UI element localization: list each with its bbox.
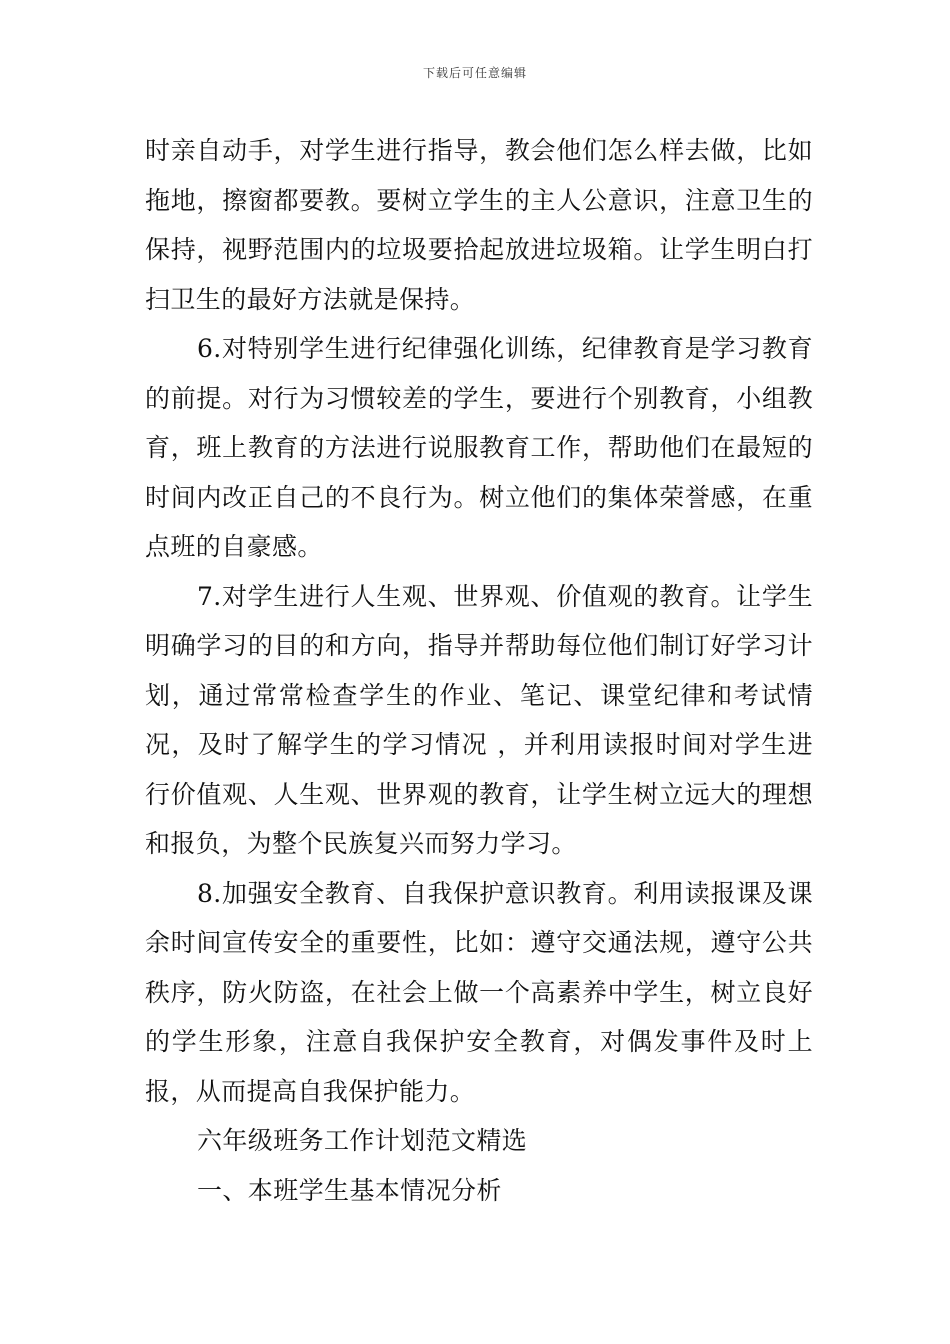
paragraph-continuation: 时亲自动手，对学生进行指导，教会他们怎么样去做，比如拖地，擦窗都要教。要树立学生的主人公意识，注意卫生的保持，视野范围内的垃圾要拾起放进垃圾箱。让学生明白打扫卫生的最好方法就是保持。 xyxy=(145,136,813,314)
paragraph-item-8: 8.加强安全教育、自我保护意识教育。利用读报课及课余时间宣传安全的重要性，比如：遵守交通法规，遵守公共秩序，防火防盗，在社会上做一个高素养中学生，树立良好的学生形象，注意自我保护安全教育，对偶发事件及时上报，从而提高自我保护能力。 xyxy=(145,878,813,1106)
document-body xyxy=(145,126,813,1215)
section-title: 六年级班务工作计划范文精选 xyxy=(197,1126,528,1155)
section-heading-1: 一、本班学生基本情况分析 xyxy=(197,1175,502,1205)
paragraph-item-6: 6.对特别学生进行纪律强化训练，纪律教育是学习教育的前提。对行为习惯较差的学生，要进行个别教育，小组教育，班上教育的方法进行说服教育工作，帮助他们在最短的时间内改正自己的不良行为。树立他们的集体荣誉感，在重点班的自豪感。 xyxy=(145,334,813,561)
paragraph-item-7: 7.对学生进行人生观、世界观、价值观的教育。让学生明确学习的目的和方向，指导并帮助每位他们制订好学习计划，通过常常检查学生的作业、笔记、课堂纪律和考试情况，及时了解学生的学习情况 ，并利用读报时间对学生进行价值观、人生观、世界观的教育，让学生树立远大的理想和报负，为整个民族复兴而努力学习。 xyxy=(145,581,813,858)
page-header: 下载后可任意编辑 xyxy=(422,66,527,80)
